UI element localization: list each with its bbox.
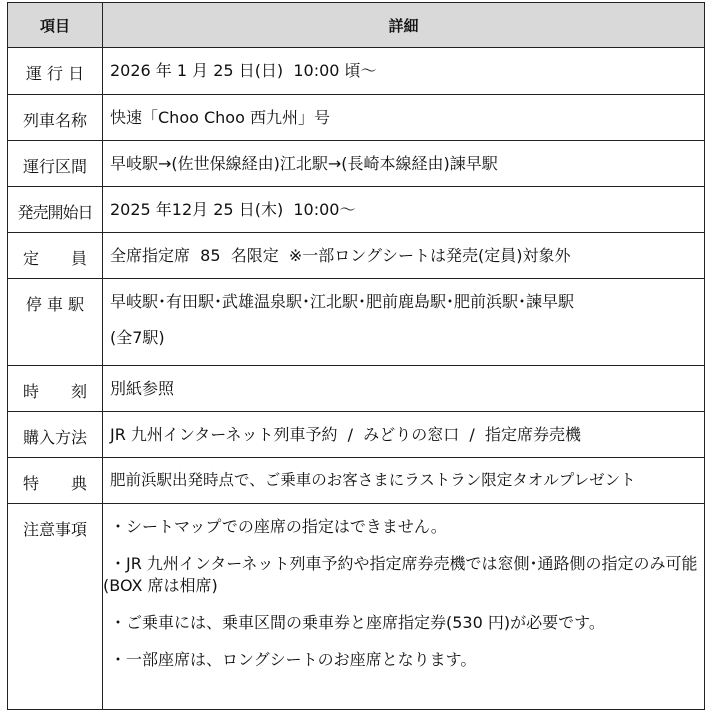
row-value	[103, 412, 705, 458]
table-row-purchase	[8, 412, 705, 458]
info-table	[7, 2, 705, 710]
row-value	[103, 366, 705, 412]
route-text: 早岐駅→(佐世保線経由)江北駅→(長崎本線経由)諫早駅	[110, 154, 498, 173]
stops-count-text: (全7駅)	[110, 328, 165, 347]
note-item: ・シートマップでの座席の指定はできません。	[110, 517, 447, 536]
row-label: 運 行 日	[8, 48, 103, 95]
row-value	[103, 141, 705, 187]
train-name-text: 快速「Choo Choo 西九州」号	[110, 108, 330, 127]
header-item: 項目	[8, 3, 103, 48]
table-row-sale-start	[8, 187, 705, 233]
table-row-bonus	[8, 458, 705, 504]
bonus-text: 肥前浜駅出発時点で、ご乗車のお客さまにラストラン限定タオルプレゼント	[110, 471, 636, 489]
table-row-route	[8, 141, 705, 187]
row-value	[103, 187, 705, 233]
row-label: 列車名称	[8, 95, 103, 141]
row-value	[103, 95, 705, 141]
row-label: 時 刻	[8, 366, 103, 412]
table-row-stops	[8, 279, 705, 366]
row-label: 発売開始日	[8, 187, 103, 233]
table-row-timetable	[8, 366, 705, 412]
sale-start-text: 2025 年12月 25 日(木) 10:00〜	[110, 200, 356, 219]
table-row-train-name	[8, 95, 705, 141]
table-header-row	[8, 3, 705, 48]
timetable-text: 別紙参照	[110, 379, 175, 398]
row-label: 停 車 駅	[8, 279, 103, 366]
row-label: 購入方法	[8, 412, 103, 458]
note-item: ・ご乗車には、乗車区間の乗車券と座席指定券(530 円)が必要です。	[110, 613, 605, 632]
note-item: ・一部座席は、ロングシートのお座席となります。	[110, 650, 477, 669]
table-row-notes	[8, 504, 705, 710]
row-value	[103, 279, 705, 366]
row-label: 特 典	[8, 458, 103, 504]
purchase-text: JR 九州インターネット列車予約 / みどりの窓口 / 指定席券売機	[110, 425, 581, 444]
operation-date-text: 2026 年 1 月 25 日(日) 10:00 頃〜	[110, 61, 377, 80]
row-value	[103, 233, 705, 279]
table-row-capacity	[8, 233, 705, 279]
row-value	[103, 48, 705, 95]
note-item: ・JR 九州インターネット列車予約や指定席券売機では窓側･通路側の指定のみ可能(BOX 席は相席)	[103, 554, 698, 595]
header-detail: 詳細	[103, 3, 705, 48]
table-row-operation-date	[8, 48, 705, 95]
capacity-text: 全席指定席 85 名限定 ※一部ロングシートは発売(定員)対象外	[110, 246, 571, 265]
row-label: 定 員	[8, 233, 103, 279]
row-label: 運行区間	[8, 141, 103, 187]
stops-text: 早岐駅･有田駅･武雄温泉駅･江北駅･肥前鹿島駅･肥前浜駅･諫早駅	[110, 292, 575, 311]
row-value	[103, 458, 705, 504]
row-value	[103, 504, 705, 710]
row-label: 注意事項	[8, 504, 103, 710]
